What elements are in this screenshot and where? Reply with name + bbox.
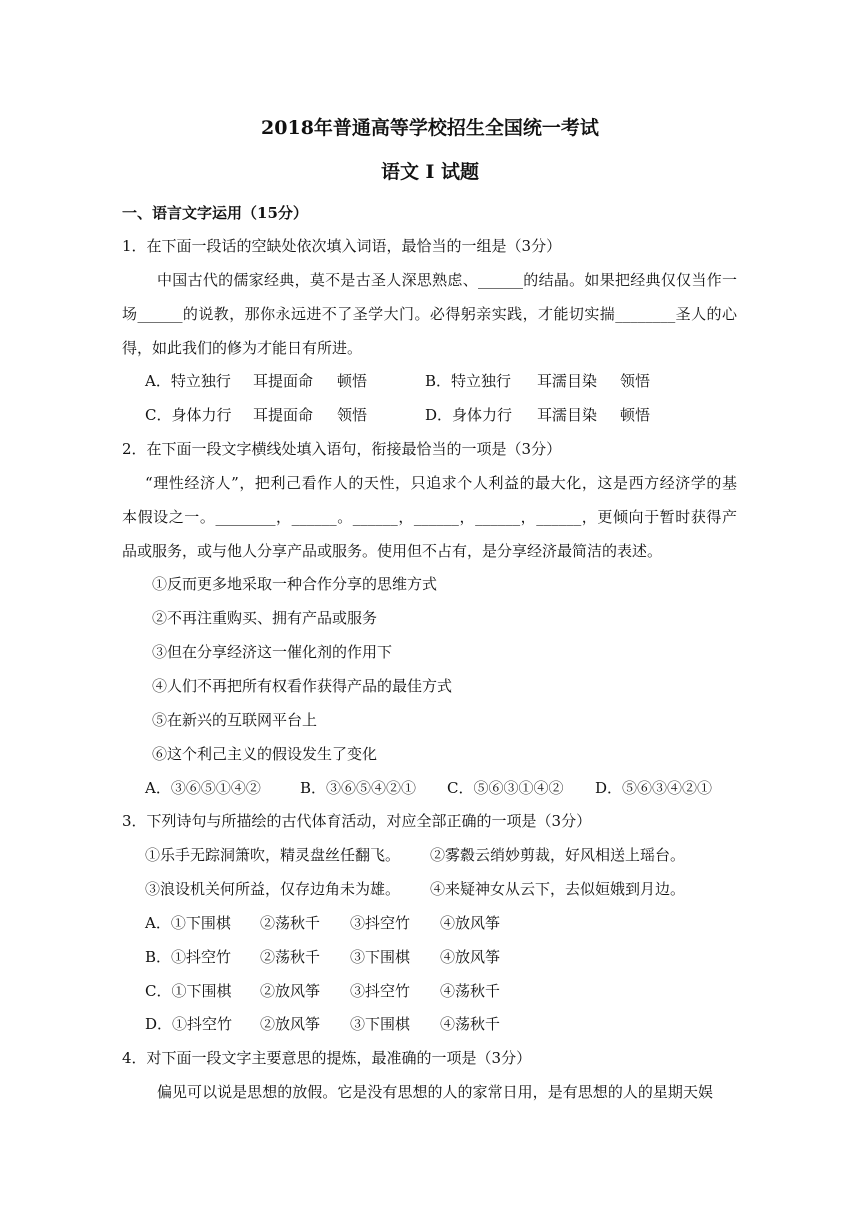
q3-option-a-part: ④放风筝 [440,914,501,932]
q1-option-b-word2: 耳濡目染 [537,372,598,390]
q1-option-a-word3: 顿悟 [337,372,368,390]
q3-option-b[interactable]: B．①抖空竹 [145,948,232,966]
q3-poem: ④来疑神女从云下，去似姮娥到月边。 [430,880,686,898]
q3-option-c-part: ③抖空竹 [350,982,411,1000]
q1-option-d-word2: 耳濡目染 [537,406,598,424]
paper-subtitle: 语文 I 试题 [380,161,480,183]
q2-option-b[interactable]: B．③⑥⑤④②① [300,779,417,797]
q1-passage-line: 得，如此我们的修为才能日有所进。 [122,339,363,357]
q3-option-d-part: ③下围棋 [350,1015,411,1033]
q3-option-b-part: ③下围棋 [350,948,411,966]
q1-option-c-word2: 耳提面命 [253,406,314,424]
q4-stem: 4．对下面一段文字主要意思的提炼，最准确的一项是（3分） [122,1049,532,1067]
q3-option-a[interactable]: A．①下围棋 [145,914,231,932]
section-heading: 一、语言文字运用（15分） [122,204,308,222]
q1-option-d-word1[interactable]: D．身体力行 [425,406,513,424]
q3-poem: ③浪设机关何所益，仅存边角未为雄。 [145,880,401,898]
q1-stem: 1．在下面一段话的空缺处依次填入词语，最恰当的一组是（3分） [122,237,562,255]
q3-option-a-part: ②荡秋千 [260,914,321,932]
q3-poem: ①乐手无踪洞箫吹，精灵盘丝任翻飞。 [145,846,401,864]
q2-option-a[interactable]: A．③⑥⑤①④② [145,779,261,797]
q3-option-c[interactable]: C．①下围棋 [145,982,232,1000]
q2-passage-line: “理性经济人”，把利己看作人的天性，只追求个人利益的最大化，这是西方经济学的基 [145,474,737,492]
q2-option-d[interactable]: D．⑤⑥③④②① [595,779,713,797]
q3-option-c-part: ④荡秋千 [440,982,501,1000]
q2-item: ③但在分享经济这一催化剂的作用下 [152,643,393,661]
q1-option-a-word1[interactable]: A．特立独行 [145,372,231,390]
q1-option-c-word3: 领悟 [337,406,368,424]
q1-passage-line: 场______的说教，那你永远进不了圣学大门。必得躬亲实践，才能切实揣________圣人的心 [122,305,737,323]
q3-option-a-part: ③抖空竹 [350,914,411,932]
q3-option-b-part: ④放风筝 [440,948,501,966]
q1-option-b-word1[interactable]: B．特立独行 [425,372,512,390]
q4-passage-line: 偏见可以说是思想的放假。它是没有思想的人的家常日用，是有思想的人的星期天娱 [157,1083,713,1101]
q2-item: ④人们不再把所有权看作获得产品的最佳方式 [152,677,453,695]
q2-item: ①反而更多地采取一种合作分享的思维方式 [152,575,438,593]
q1-passage-line: 中国古代的儒家经典，莫不是古圣人深思熟虑、______的结晶。如果把经典仅仅当作一 [157,271,737,289]
q2-passage-line: 品或服务，或与他人分享产品或服务。使用但不占有，是分享经济最简洁的表述。 [122,542,663,560]
exam-title: 2018年普通高等学校招生全国统一考试 [261,117,599,139]
q3-stem: 3．下列诗句与所描绘的古代体育活动，对应全部正确的一项是（3分） [122,812,592,830]
q3-option-d[interactable]: D．①抖空竹 [145,1015,233,1033]
q3-option-b-part: ②荡秋千 [260,948,321,966]
q2-passage-line: 本假设之一。________，______。______，______，______，______，更倾向于暂时获得产 [122,508,737,526]
q3-option-d-part: ④荡秋千 [440,1015,501,1033]
q3-option-d-part: ②放风筝 [260,1015,321,1033]
q3-poem: ②雾縠云绡妙剪裁，好风相送上瑶台。 [430,846,686,864]
q1-option-d-word3: 顿悟 [620,406,651,424]
q2-item: ⑥这个利己主义的假设发生了变化 [152,745,378,763]
q1-option-b-word3: 领悟 [620,372,651,390]
q2-item: ⑤在新兴的互联网平台上 [152,711,318,729]
q2-item: ②不再注重购买、拥有产品或服务 [152,609,378,627]
q2-stem: 2．在下面一段文字横线处填入语句，衔接最恰当的一项是（3分） [122,440,562,458]
q1-option-a-word2: 耳提面命 [253,372,314,390]
q1-option-c-word1[interactable]: C．身体力行 [145,406,232,424]
q2-option-c[interactable]: C．⑤⑥③①④② [447,779,564,797]
q3-option-c-part: ②放风筝 [260,982,321,1000]
